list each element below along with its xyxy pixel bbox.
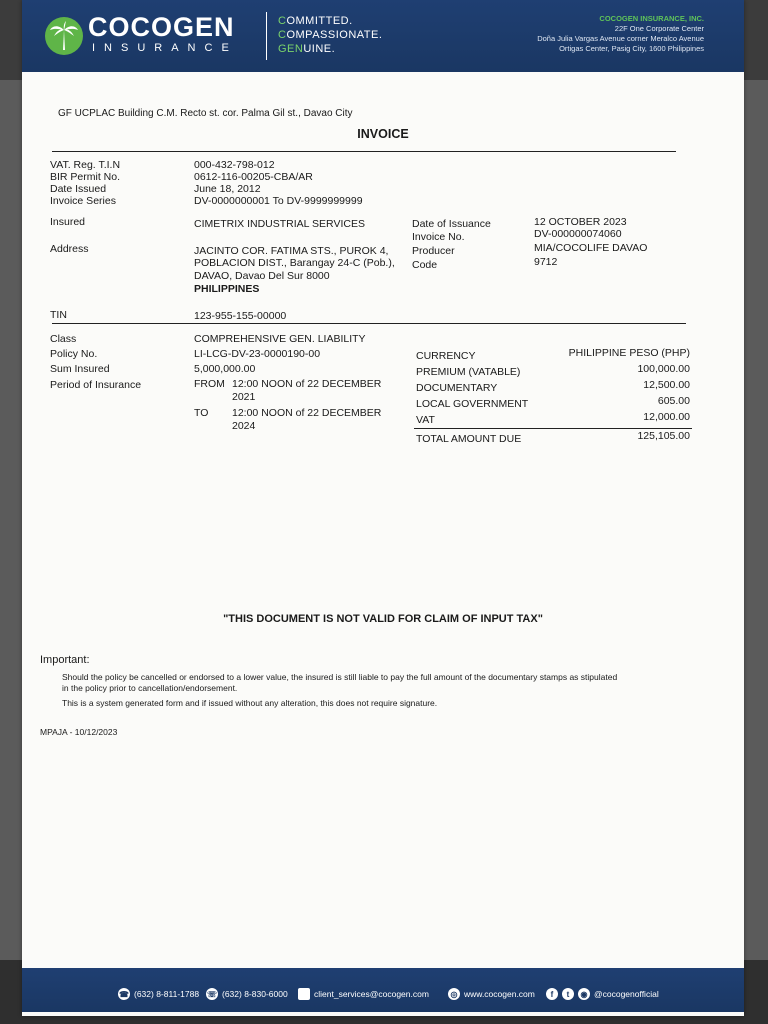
date-issued-label: Date Issued	[50, 183, 107, 195]
invoice-body	[22, 0, 744, 1016]
divider	[52, 151, 676, 152]
facebook-icon: f	[546, 988, 558, 1000]
class-value: COMPREHENSIVE GEN. LIABILITY	[194, 333, 366, 345]
fax-icon: ☏	[206, 989, 217, 999]
invoice-no-value: DV-000000074060	[534, 228, 622, 240]
important-line: This is a system generated form and if issued without any alteration, this does not require signature.	[62, 698, 438, 708]
vat-reg-label: VAT. Reg. T.I.N	[50, 159, 121, 171]
branch-address: GF UCPLAC Building C.M. Recto st. cor. Palma Gil st., Davao City	[58, 108, 353, 119]
vat-reg-value: 000-432-798-012	[194, 159, 275, 171]
currency-value: PHILIPPINE PESO (PHP)	[568, 347, 690, 359]
invoice-series-value: DV-0000000001 To DV-9999999999	[194, 195, 363, 207]
invoice-paper	[22, 0, 744, 1016]
important-heading: Important:	[40, 654, 90, 666]
bir-permit-label: BIR Permit No.	[50, 171, 121, 183]
company-address-line: Ortigas Center, Pasig City, 1600 Philippines	[559, 44, 704, 53]
total-amount-label: TOTAL AMOUNT DUE	[416, 433, 522, 445]
period-from-line-2: 2021	[232, 391, 256, 403]
globe-icon: ◎	[448, 988, 460, 1000]
twitter-icon: t	[562, 988, 574, 1000]
brand-subtitle: INSURANCE	[92, 42, 238, 54]
company-name: COCOGEN INSURANCE, INC.	[599, 14, 704, 23]
total-amount-value: 125,105.00	[637, 430, 690, 442]
code-label: Code	[412, 259, 438, 271]
important-line: in the policy prior to cancellation/endorsement.	[62, 683, 238, 693]
important-text	[62, 672, 682, 709]
amount-label: VAT	[416, 414, 435, 426]
website-link[interactable]: ◎ www.cocogen.com	[448, 988, 535, 1000]
currency-label: CURRENCY	[416, 350, 476, 362]
contact-footer	[22, 968, 744, 1012]
phone-2: ☏ (632) 8-830-6000	[206, 989, 288, 999]
phone-icon: ☎	[119, 989, 129, 999]
divider	[52, 323, 686, 324]
input-tax-notice: "THIS DOCUMENT IS NOT VALID FOR CLAIM OF INPUT TAX"	[223, 613, 543, 625]
company-address-line: Doña Julia Vargas Avenue corner Meralco Avenue	[537, 34, 704, 43]
period-to-label: TO	[194, 407, 209, 419]
tagline-line-1: COMMITTED.	[278, 15, 353, 27]
amount-value: 12,000.00	[643, 411, 690, 423]
email-contact[interactable]: client_services@cocogen.com	[298, 988, 429, 1000]
tagline-line-2: COMPASSIONATE.	[278, 29, 383, 41]
period-to-line-2: 2024	[232, 420, 256, 432]
social-handle[interactable]: f t ◉ @cocogenofficial	[546, 988, 659, 1000]
code-value: 9712	[534, 256, 558, 268]
bir-permit-value: 0612-116-00205-CBA/AR	[194, 171, 313, 183]
important-line: Should the policy be cancelled or endorsed to a lower value, the insured is still liable to pay the full amount of the documentary stamps as stipulated	[62, 672, 618, 682]
invoice-no-label: Invoice No.	[412, 231, 465, 243]
period-from-line-1: 12:00 NOON of 22 DECEMBER	[232, 378, 382, 390]
address-label: Address	[50, 243, 89, 255]
period-label: Period of Insurance	[50, 379, 142, 391]
policy-no-label: Policy No.	[50, 348, 98, 360]
class-label: Class	[50, 333, 77, 345]
sum-insured-label: Sum Insured	[50, 363, 110, 375]
amount-label: LOCAL GOVERNMENT	[416, 398, 529, 410]
producer-value: MIA/COCOLIFE DAVAO	[534, 242, 648, 254]
date-issued-value: June 18, 2012	[194, 183, 261, 195]
policy-no-value: LI-LCG-DV-23-0000190-00	[194, 348, 321, 360]
producer-label: Producer	[412, 245, 455, 257]
amount-label: PREMIUM (VATABLE)	[416, 366, 521, 378]
address-line-4: PHILIPPINES	[194, 283, 260, 295]
address-line-2: POBLACION DIST., Barangay 24-C (Pob.),	[194, 257, 395, 269]
total-divider	[414, 428, 692, 429]
insured-label: Insured	[50, 216, 86, 228]
address-line-3: DAVAO, Davao Del Sur 8000	[194, 270, 330, 282]
instagram-icon: ◉	[578, 988, 590, 1000]
brand-name: COCOGEN	[88, 12, 235, 42]
email-icon	[298, 988, 310, 1000]
invoice-series-label: Invoice Series	[50, 195, 116, 207]
period-to-line-1: 12:00 NOON of 22 DECEMBER	[232, 407, 382, 419]
amount-value: 100,000.00	[637, 363, 690, 375]
insured-value: CIMETRIX INDUSTRIAL SERVICES	[194, 218, 365, 230]
invoice-title: INVOICE	[357, 127, 409, 141]
date-of-issuance-value: 12 OCTOBER 2023	[534, 216, 627, 228]
tin-value: 123-955-155-00000	[194, 310, 287, 322]
amount-value: 605.00	[657, 395, 690, 407]
phone-1: ☎ (632) 8-811-1788	[119, 989, 200, 999]
date-of-issuance-label: Date of Issuance	[412, 218, 491, 230]
footer-code: MPAJA - 10/12/2023	[40, 727, 118, 737]
amount-label: DOCUMENTARY	[416, 382, 498, 394]
amount-value: 12,500.00	[643, 379, 690, 391]
period-from-label: FROM	[194, 378, 225, 390]
tagline-line-3: GENUINE.	[278, 43, 336, 55]
address-line-1: JACINTO COR. FATIMA STS., PUROK 4,	[194, 245, 389, 257]
tin-label: TIN	[50, 309, 67, 321]
sum-insured-value: 5,000,000.00	[194, 363, 256, 375]
company-address-line: 22F One Corporate Center	[614, 24, 704, 33]
